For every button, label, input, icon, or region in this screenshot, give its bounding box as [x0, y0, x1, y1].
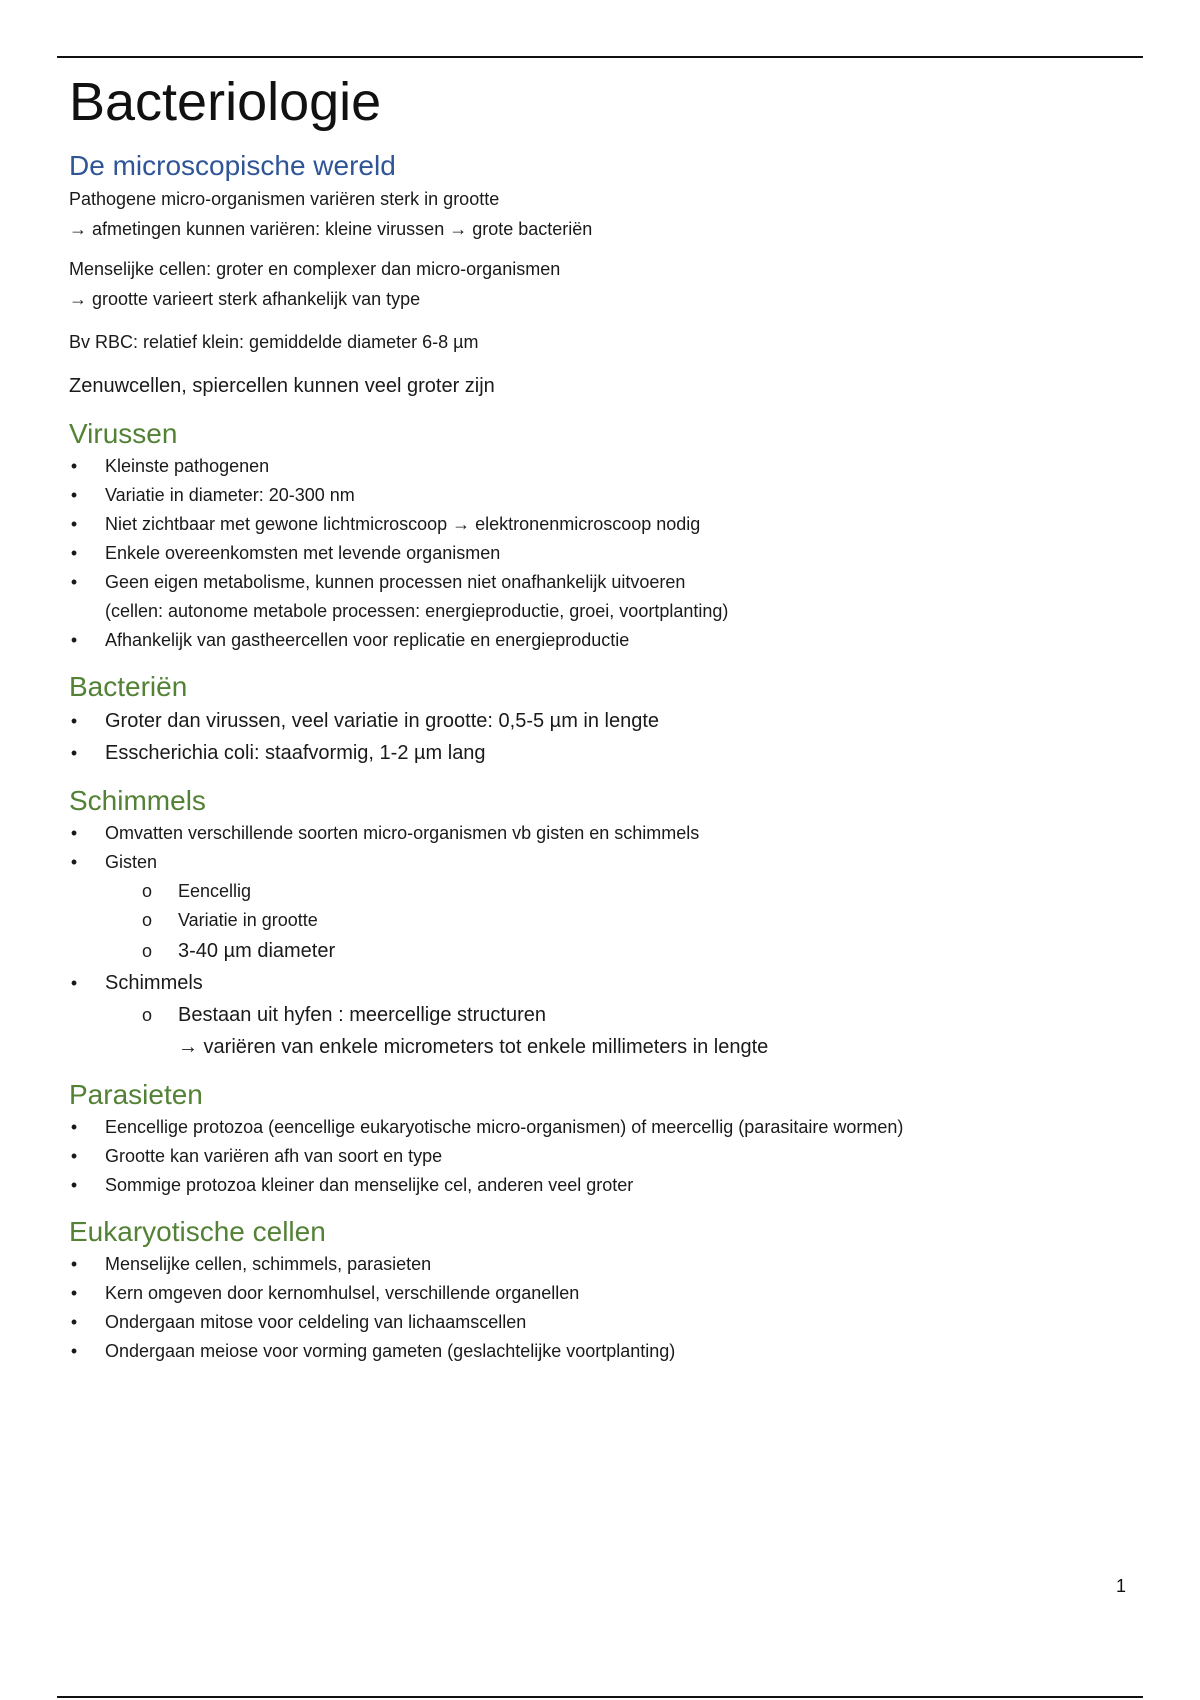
bullet-icon: • — [70, 852, 78, 872]
list-item: • Esscherichia coli: staafvormig, 1-2 µm lang — [69, 737, 1139, 769]
bullet-icon: • — [70, 823, 78, 843]
header-rule — [57, 56, 1143, 58]
sub-list-item: o Variatie in grootte — [69, 906, 1139, 935]
document-page — [69, 62, 1139, 1366]
list-item: • Eencellige protozoa (eencellige eukaryotische micro-organismen) of meercellig (parasitaire wormen) — [69, 1113, 1139, 1142]
bullet-icon: • — [70, 630, 78, 650]
paragraph: Bv RBC: relatief klein: gemiddelde diameter 6-8 µm — [69, 332, 479, 352]
bullet-icon: • — [70, 543, 78, 563]
list-item: • Grootte kan variëren afh van soort en type — [69, 1142, 1139, 1171]
section-heading-schimmels: Schimmels — [69, 785, 206, 816]
list-item: • Menselijke cellen, schimmels, parasieten — [69, 1250, 1139, 1279]
bullet-list-virussen — [69, 452, 1139, 655]
section-heading-microscopische-wereld: De microscopische wereld — [69, 150, 396, 181]
bullet-list-schimmels — [69, 819, 1139, 1063]
sub-list-item: o 3-40 µm diameter — [69, 935, 1139, 967]
paragraph: → afmetingen kunnen variëren: kleine virussen → grote bacteriën — [69, 219, 593, 239]
section-heading-parasieten: Parasieten — [69, 1079, 203, 1110]
list-item: • Sommige protozoa kleiner dan menselijke cel, anderen veel groter — [69, 1171, 1139, 1200]
bullet-icon: • — [70, 973, 78, 993]
page-title: Bacteriologie — [69, 72, 382, 132]
bullet-icon: • — [70, 1175, 78, 1195]
list-item: • Niet zichtbaar met gewone lichtmicroscoop → elektronenmicroscoop nodig — [69, 510, 1139, 539]
list-item: • Afhankelijk van gastheercellen voor replicatie en energieproductie — [69, 626, 1139, 655]
sub-bullet-icon: o — [141, 941, 152, 961]
sub-bullet-icon: o — [141, 1005, 152, 1025]
paragraph: Pathogene micro-organismen variëren sterk in grootte — [69, 189, 500, 209]
bullet-list-parasieten — [69, 1113, 1139, 1200]
page-number: 1 — [1116, 1576, 1127, 1596]
list-item: • Variatie in diameter: 20-300 nm — [69, 481, 1139, 510]
bullet-icon: • — [70, 572, 78, 592]
bullet-icon: • — [70, 514, 78, 534]
list-item: • Kern omgeven door kernomhulsel, verschillende organellen — [69, 1279, 1139, 1308]
bullet-icon: • — [70, 1146, 78, 1166]
sub-bullet-icon: o — [141, 881, 152, 901]
section-heading-virussen: Virussen — [69, 418, 178, 449]
bullet-icon: • — [70, 1254, 78, 1274]
list-item: • Schimmels — [69, 967, 1139, 999]
list-item: • Kleinste pathogenen — [69, 452, 1139, 481]
paragraph: Zenuwcellen, spiercellen kunnen veel groter zijn — [69, 375, 495, 397]
bullet-icon: • — [70, 1341, 78, 1361]
bullet-list-bacterien — [69, 705, 1139, 769]
bullet-icon: • — [70, 1312, 78, 1332]
list-item: • Geen eigen metabolisme, kunnen processen niet onafhankelijk uitvoeren — [69, 568, 1139, 597]
list-item: • Groter dan virussen, veel variatie in grootte: 0,5-5 µm in lengte — [69, 705, 1139, 737]
sub-list-item: o Eencellig — [69, 877, 1139, 906]
list-item: • Omvatten verschillende soorten micro-organismen vb gisten en schimmels — [69, 819, 1139, 848]
list-item-continuation: (cellen: autonome metabole processen: energieproductie, groei, voortplanting) — [105, 601, 729, 621]
list-item: • Ondergaan meiose voor vorming gameten (geslachtelijke voortplanting) — [69, 1337, 1139, 1366]
bullet-icon: • — [70, 1283, 78, 1303]
sub-list-item: o Bestaan uit hyfen : meercellige structuren — [69, 999, 1139, 1031]
list-item: • Enkele overeenkomsten met levende organismen — [69, 539, 1139, 568]
bullet-icon: • — [70, 743, 78, 763]
paragraph: Menselijke cellen: groter en complexer dan micro-organismen — [69, 259, 561, 279]
list-item: • Ondergaan mitose voor celdeling van lichaamscellen — [69, 1308, 1139, 1337]
bullet-icon: • — [70, 485, 78, 505]
list-item: • Gisten — [69, 848, 1139, 877]
paragraph: → grootte varieert sterk afhankelijk van type — [69, 289, 421, 309]
bullet-icon: • — [70, 456, 78, 476]
section-heading-bacterien: Bacteriën — [69, 671, 188, 702]
bullet-icon: • — [70, 1117, 78, 1137]
section-heading-eukaryotische-cellen: Eukaryotische cellen — [69, 1216, 326, 1247]
footer-rule — [57, 1696, 1143, 1698]
bullet-list-eukaryotische-cellen — [69, 1250, 1139, 1366]
sub-bullet-icon: o — [141, 910, 152, 930]
list-item-continuation: → variëren van enkele micrometers tot enkele millimeters in lengte — [178, 1036, 769, 1058]
bullet-icon: • — [70, 711, 78, 731]
